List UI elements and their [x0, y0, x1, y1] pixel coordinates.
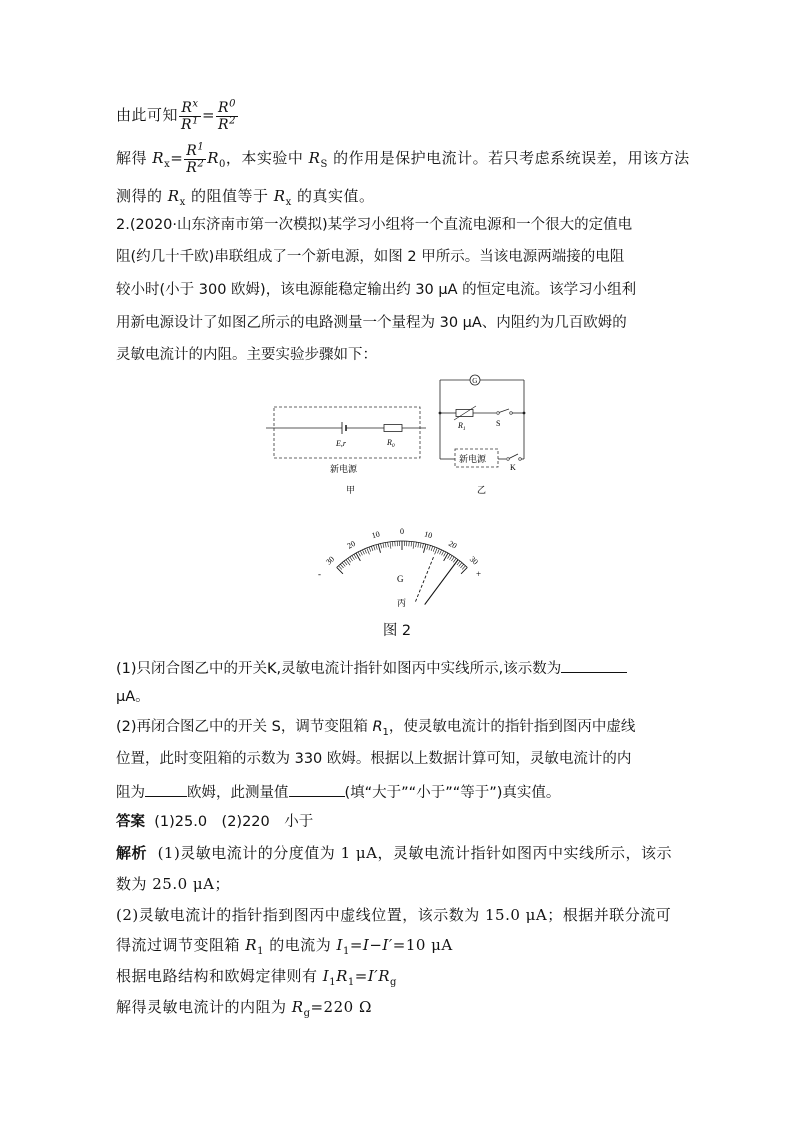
answer-blank-3[interactable]	[289, 780, 345, 797]
galvanometer-dial-bing	[310, 515, 495, 615]
dial-tick	[413, 542, 414, 549]
dial-scale	[324, 527, 480, 574]
dial-tick	[451, 557, 454, 561]
dial-tick-label: 0	[400, 527, 404, 536]
figure-caption: 图 2	[382, 623, 412, 639]
dial-tick	[435, 548, 438, 554]
dial-tick	[374, 545, 376, 550]
circuit-figure-jia-yi	[260, 372, 540, 502]
label-e-r: E,r	[336, 439, 346, 448]
dial-tick	[427, 545, 428, 550]
answer-blank-1[interactable]	[561, 656, 627, 673]
analysis-line-6: 解得灵敏电流计的内阻为 $R_g=220$ Ω	[116, 998, 372, 1019]
dial-tick	[390, 542, 391, 549]
answer-blank-2[interactable]	[145, 780, 187, 797]
dial-tick	[461, 567, 467, 573]
dial-tick	[422, 543, 423, 548]
fraction-r0-r2: $\frac{R^0}{R^2}$	[218, 97, 236, 133]
dial-tick	[371, 546, 373, 551]
dial-tick	[365, 549, 367, 554]
dial-tick	[420, 543, 421, 548]
dial-tick	[431, 546, 433, 551]
dial-tick	[367, 548, 370, 554]
dial-tick	[350, 557, 353, 561]
dial-tick-label: 10	[370, 529, 381, 541]
dial-g-label: G	[397, 574, 404, 584]
intro-line-3: 测得的 $R_x$ 的阻值等于 $R_x$ 的真实值。	[116, 187, 375, 208]
part-1-line-1: (1)只闭合图乙中的开关K,灵敏电流计指针如图丙中实线所示,该示数为	[116, 656, 681, 679]
label-new-source-jia: 新电源	[330, 465, 358, 475]
dial-tick	[376, 545, 377, 550]
dial-tick	[354, 554, 357, 558]
jia-dashed-box	[274, 407, 420, 458]
intro-line-1: 由此可知 $\frac{R^x}{R^1}$ = $\frac{R^0}{R^2}$	[116, 97, 236, 133]
dial-tick	[352, 556, 355, 560]
intro-line-2: 解得 $R_x=$ $\frac{R^1}{R^2}$ $R_0$，本实验中 $R_S$ 的作用是保护电流计。若只考虑系统误差，用该方法	[116, 140, 690, 176]
dial-tick	[342, 563, 345, 567]
question-line-1: 2.(2020·山东济南市第一次模拟)某学习小组将一个直流电源和一个很大的定值电	[116, 217, 633, 233]
dial-tick	[442, 551, 444, 555]
dial-tick-label: 20	[345, 538, 357, 551]
switch-k-icon	[509, 454, 518, 459]
fraction-rx-r1: $\frac{R^x}{R^1}$	[181, 97, 199, 133]
dial-tick	[356, 553, 360, 561]
dial-tick	[440, 550, 442, 555]
label-new-source-yi: 新电源	[459, 455, 487, 465]
dial-tick-label: 30	[324, 554, 337, 567]
dial-tick	[450, 556, 453, 560]
dial-tick	[462, 566, 465, 570]
answer-text: (1)25.0 (2)220 小于	[154, 814, 314, 830]
caption-bing: 丙	[397, 599, 407, 609]
dial-tick	[383, 543, 384, 548]
needle-solid	[425, 560, 458, 605]
dial-tick	[340, 564, 343, 568]
dial-tick-label: 10	[423, 529, 434, 541]
dial-tick	[453, 558, 456, 562]
part-2-line-2: 位置，此时变阻箱的示数为 330 欧姆。根据以上数据计算可知，灵敏电流计的内	[116, 751, 632, 767]
part-2-line-3: 阻为 欧姆，此测量值 (填“大于”“小于”“等于”)真实值。	[116, 780, 681, 803]
dial-tick	[433, 547, 435, 552]
answer-label: 答案	[116, 814, 145, 830]
analysis-line-3: (2)灵敏电流计的指针指到图丙中虚线位置，该示数为 15.0 μA；根据并联分流可	[116, 906, 672, 924]
dial-tick-label: 30	[467, 554, 480, 567]
dial-tick	[457, 561, 460, 565]
analysis-line-2: 数为 25.0 μA；	[116, 875, 231, 893]
label-r1: $R_1$	[458, 421, 466, 432]
analysis-label: 解析	[116, 844, 148, 862]
analysis-line-1: 解析 (1)灵敏电流计的分度值为 1 μA，灵敏电流计指针如图丙中实线所示，该示	[116, 844, 672, 862]
label-r0: $R_0$	[387, 438, 395, 449]
answer-line	[116, 812, 681, 832]
dial-tick	[429, 545, 431, 550]
caption-jia: 甲	[346, 486, 356, 496]
dial-tick	[444, 552, 446, 556]
dial-tick	[369, 547, 371, 552]
dial-tick	[348, 558, 351, 562]
dial-tick	[392, 541, 393, 546]
dial-plus-label: +	[476, 569, 482, 579]
dial-tick	[416, 542, 417, 547]
dial-tick	[358, 552, 360, 556]
analysis-line-5: 根据电路结构和欧姆定律则有 $I_1R_1=I'R_g$	[116, 967, 397, 988]
dial-tick	[424, 544, 426, 553]
question-line-4: 用新电源设计了如图乙所示的电路测量一个量程为 30 μA、内阻约为几百欧姆的	[116, 315, 627, 331]
dial-tick	[360, 551, 362, 555]
dial-tick	[338, 566, 341, 570]
dial-tick	[337, 567, 343, 573]
dial-tick	[460, 564, 463, 568]
switch-s-icon	[499, 409, 509, 413]
question-line-3: 较小时(小于 300 欧姆)，该电源能稳定输出约 30 μA 的恒定电流。该学习小组利	[116, 282, 637, 298]
dial-tick	[444, 553, 448, 561]
dial-minus-label: -	[318, 569, 321, 579]
dial-tick-label: 20	[447, 538, 459, 551]
fraction-r1-r2: $\frac{R^1}{R^2}$	[186, 140, 205, 176]
dial-tick	[381, 543, 382, 548]
resistor-r0	[384, 425, 402, 432]
caption-yi: 乙	[477, 486, 487, 496]
dial-tick	[388, 542, 389, 547]
dial-tick	[385, 543, 386, 548]
dial-tick	[459, 563, 462, 567]
analysis-line-4: 得流过调节变阻箱 $R_1$ 的电流为 $I_1=I-I'=10$ μA	[116, 936, 453, 957]
question-line-2: 阻(约几十千欧)串联组成了一个新电源，如图 2 甲所示。当该电源两端接的电阻	[116, 249, 625, 265]
dial-tick	[362, 550, 364, 555]
part-2-line-1: (2)再闭合图乙中的开关 S，调节变阻箱 $R_1$，使灵敏电流计的指针指到图丙中虚线	[116, 719, 636, 738]
svg-text:G: G	[472, 377, 478, 385]
dial-tick	[448, 554, 451, 558]
part-1-line-2: μA。	[116, 689, 150, 705]
dial-tick	[437, 549, 439, 554]
question-line-5: 灵敏电流计的内阻。主要实验步骤如下：	[116, 347, 377, 363]
dial-tick	[411, 541, 412, 546]
dial-tick	[378, 544, 380, 553]
dial-tick	[344, 561, 347, 565]
label-s: S	[496, 419, 501, 428]
label-k: K	[510, 463, 516, 472]
dial-tick	[418, 543, 419, 548]
